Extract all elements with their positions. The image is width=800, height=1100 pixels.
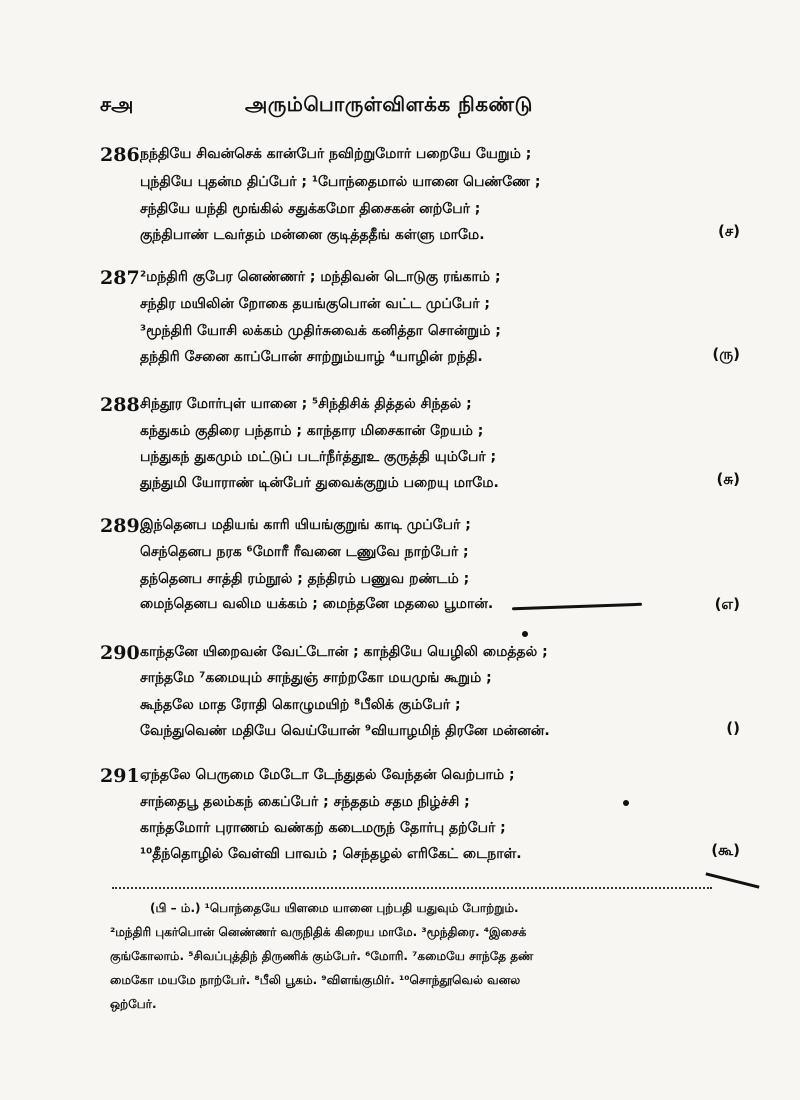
verse-line: குந்திபாண் டவர்தம் மன்னை குடித்ததீங் கள்ளு மாமே. [140, 227, 485, 243]
verse-line: வேந்துவெண் மதியே வெய்யோன் ⁹வியாழமிந் திரனே மன்னன். [140, 723, 550, 739]
verse-marker: () [726, 719, 740, 737]
verse-number: 288 [100, 394, 140, 416]
verse-number: 287 [100, 267, 140, 289]
verse-line: சாந்தைபூ தலம்கந் கைப்பேர் ; சந்ததம் சதம நிழ்ச்சி ; [140, 794, 470, 810]
verse-line: சிந்தூர மோர்புள் யானை ; ⁵சிந்திசிக் தித்தல் சிந்தல் ; [140, 396, 472, 412]
footnote-line: ஒற்பேர். [110, 997, 157, 1011]
footnote-line: மைகோ மயமே நாற்பேர். ⁸பீலி பூகம். ⁹விளங்குமிர். ¹⁰சொந்தூவெல் வனல [110, 973, 521, 987]
verse-line: ³மூந்திரி யோசி லக்கம் முதிர்சுவைக் கனித்தா சொன்றும் ; [140, 323, 501, 339]
verse-line: தந்திரி சேனை காப்போன் சாற்றும்யாழ் ⁴யாழின் றந்தி. [140, 349, 483, 365]
verse-marker: (எ) [714, 595, 740, 613]
verse-line: பந்துகந் துகமும் மட்டுப் படர்நீர்த்தூஉ குருத்தி யும்பேர் ; [140, 449, 497, 465]
verse-marker: (ச) [717, 222, 740, 240]
verse-number: 289 [100, 515, 140, 537]
footnote-line: ²மந்திரி புகர்பொன் னெண்ணர் வருநிதிக் கிறைய மாமே. ³மூந்திரை. ⁴இசைக் [110, 925, 527, 939]
verse-line: ²மந்திரி குபேர னெண்ணர் ; மந்திவன் டொடுகு ரங்காம் ; [140, 269, 501, 285]
footnote-divider [112, 887, 712, 889]
verse-line: செந்தெனப நரக ⁶மோரீ ரீவனை டணுவே நாற்பேர் ; [140, 544, 469, 560]
verse-line: சந்திர மயிலின் றோகை தயங்குபொன் வட்ட முப்பேர் ; [140, 296, 491, 312]
verse-line: சந்தியே யந்தி மூங்கில் சதுக்கமோ திசைகன் னற்பேர் ; [140, 201, 481, 217]
verse-290 [100, 640, 740, 740]
verse-line: ஏந்தலே பெருமை மேடோ டேந்துதல் வேந்தன் வெற்பாம் ; [140, 767, 515, 783]
ink-dot [623, 800, 629, 806]
ink-dot [522, 631, 528, 637]
verse-287 [100, 265, 740, 365]
verse-288 [100, 392, 740, 492]
verse-line: கந்துகம் குதிரை பந்தாம் ; காந்தார மிசைகான் றேயம் ; [140, 423, 484, 439]
page-title: அரும்பொருள்விளக்க நிகண்டு [245, 92, 533, 116]
verse-line: ¹⁰தீந்தொழில் வேள்வி பாவம் ; செந்தழல் எரிகேட் டைநாள். [140, 846, 522, 862]
verse-286 [100, 142, 740, 242]
page-number: சஅ [100, 92, 134, 116]
verse-number: 286 [100, 144, 140, 166]
verse-marker: (ரு) [712, 345, 740, 363]
verse-line: துந்துமி யோராண் டின்பேர் துவைக்குறும் பறையு மாமே. [140, 475, 499, 491]
verse-291 [100, 763, 740, 863]
footnote-line: குங்கோலாம். ⁵சிவப்புத்திந் திருணிக் கும்பேர். ⁶மோரி. ⁷கமையே சாந்தே தண் [110, 949, 534, 963]
verse-line: காந்தமோர் புராணம் வண்கற் கடைமருந் தோர்பு தற்பேர் ; [140, 820, 506, 836]
verse-line: புந்தியே புதன்ம திப்பேர் ; ¹போந்தைமால் யானை பெண்ணே ; [140, 174, 541, 190]
verse-line: இந்தெனப மதியங் காரி யியங்குறுங் காடி முப்பேர் ; [140, 517, 471, 533]
verse-line: சாந்தமே ⁷கமையும் சாந்துஞ் சாற்றகோ மயமுங் கூறும் ; [140, 670, 492, 686]
verse-number: 291 [100, 765, 140, 787]
verse-marker: (சு) [716, 470, 740, 488]
footnote-divider-stroke [705, 872, 759, 888]
verse-line: நந்தியே சிவன்செக் கான்பேர் நவிற்றுமோர் பறையே யேறும் ; [140, 146, 532, 162]
verse-line: மைந்தெனப வலிம யக்கம் ; மைந்தனே மதலை பூமான். [140, 596, 494, 612]
verse-line: தந்தெனப சாத்தி ரம்நூல் ; தந்திரம் பணுவ றண்டம் ; [140, 571, 470, 587]
footnote-line: (பி – ம்.) ¹பொந்தையே யிளமை யானை புற்பதி யதுவும் போற்றும். [150, 901, 519, 915]
verse-289 [100, 513, 740, 613]
verse-marker: (கூ) [711, 841, 740, 859]
verse-line: கூந்தலே மாத ரோதி கொழுமயிற் ⁸பீலிக் கும்பேர் ; [140, 697, 461, 713]
verse-line: காந்தனே யிறைவன் வேட்டோன் ; காந்தியே யெழிலி மைத்தல் ; [140, 644, 548, 660]
verse-number: 290 [100, 642, 140, 664]
